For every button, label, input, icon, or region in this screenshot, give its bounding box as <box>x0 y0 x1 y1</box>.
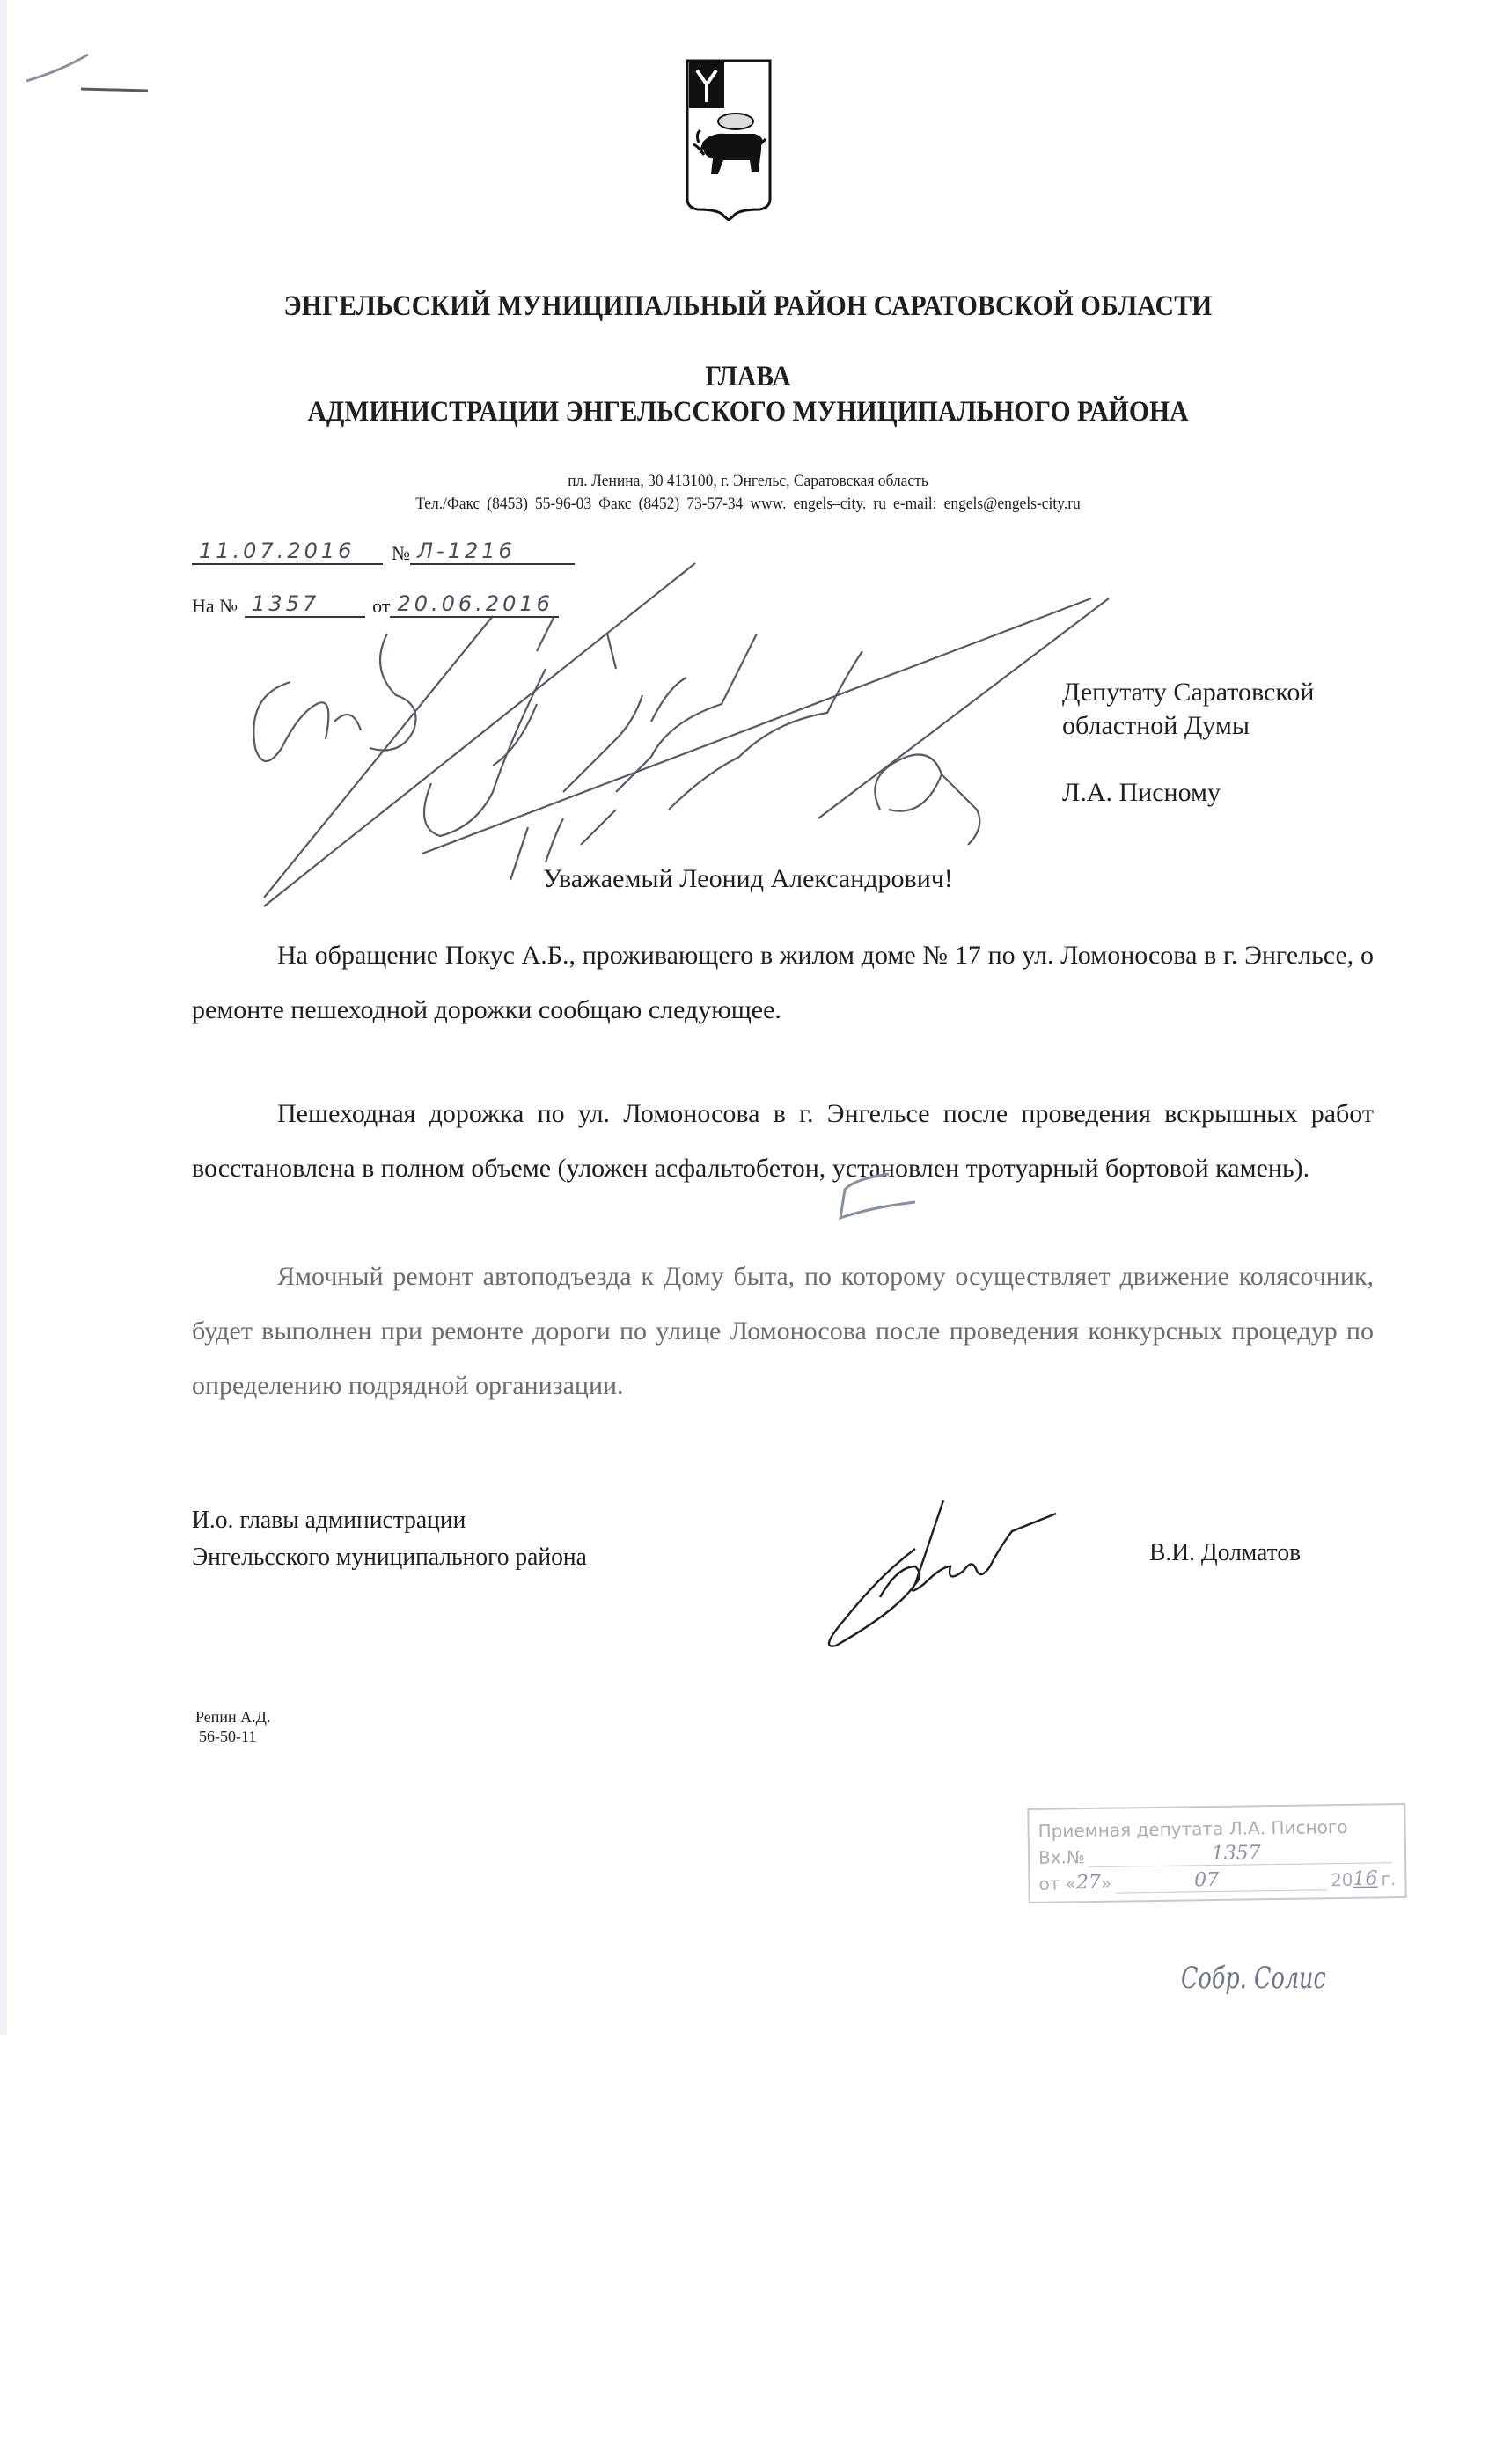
handwritten-note: Собр. Солис <box>1181 1961 1326 1996</box>
district-heading: ЭНГЕЛЬССКИЙ МУНИЦИПАЛЬНЫЙ РАЙОН САРАТОВСКОЙ ОБЛАСТИ <box>283 290 1213 322</box>
stamp-month: 07 <box>1193 1868 1220 1892</box>
reply-to-label: На № <box>192 595 238 617</box>
stamp-title: Приемная депутата Л.А. Писного <box>1038 1815 1348 1842</box>
incoming-registration-stamp <box>1027 1803 1406 1903</box>
addressee-line2: областной Думы <box>1062 711 1250 740</box>
outgoing-registration <box>192 539 575 565</box>
scan-edge <box>0 0 7 2035</box>
stamp-year-unit: г. <box>1381 1868 1397 1890</box>
stamp-date-prefix: от « <box>1038 1873 1077 1895</box>
title-glava: ГЛАВА <box>705 361 791 392</box>
position-line2: Энгельсского муниципального района <box>192 1543 587 1571</box>
contacts-line: Тел./Факс (8453) 55-96-03 Факс (8452) 73-57-34 www. engels–city. ru e-mail: engels@engels-city.ru <box>415 495 1081 513</box>
addressee-block <box>1062 676 1314 810</box>
engels-coat-of-arms-icon <box>685 58 773 221</box>
paragraph-footpath <box>192 1087 1374 1196</box>
number-label: № <box>392 542 410 564</box>
outgoing-number: Л-1216 <box>410 539 575 565</box>
stamp-in-number-label: Вх.№ <box>1038 1846 1085 1868</box>
executor-block <box>195 1707 270 1746</box>
reply-registration <box>192 591 559 618</box>
address-line: пл. Ленина, 30 413100, г. Энгельс, Саратовская область <box>568 472 928 490</box>
addressee-name: Л.А. Писному <box>1062 778 1221 807</box>
paragraph-text: Пешеходная дорожка по ул. Ломоносова в г. Энгельсе после проведения вскрышных работ восстановлена в полном объеме (уложен асфальтобетон, установлен тротуарный бортовой камень). <box>192 1099 1374 1183</box>
stamp-day: 27 <box>1075 1871 1102 1895</box>
signer-name: В.И. Долматов <box>1149 1538 1302 1566</box>
outgoing-date: 11.07.2016 <box>192 539 383 565</box>
reply-to-date: 20.06.2016 <box>390 591 559 618</box>
reply-to-number: 1357 <box>245 591 365 618</box>
signer-position <box>192 1501 587 1575</box>
paragraph-request <box>192 928 1374 1038</box>
from-label: от <box>372 595 391 617</box>
paragraph-text: На обращение Покус А.Б., проживающего в жилом доме № 17 по ул. Ломоносова в г. Энгельсе, о ремонте пешеходной дорожки сообщаю следующее. <box>192 941 1374 1024</box>
paragraph-pothole-repair <box>192 1250 1374 1413</box>
executor-phone: 56-50-11 <box>199 1727 257 1745</box>
stamp-date-row <box>1038 1863 1396 1895</box>
salutation: Уважаемый Леонид Александрович! <box>543 864 953 893</box>
title-administration: АДМИНИСТРАЦИИ ЭНГЕЛЬССКОГО МУНИЦИПАЛЬНОГО РАЙОНА <box>307 396 1189 428</box>
stamp-in-number: 1357 <box>1211 1842 1261 1866</box>
stamp-in-number-row <box>1038 1837 1396 1868</box>
paragraph-text: Ямочный ремонт автоподъезда к Дому быта, по которому осуществляет движение колясочник, будет выполнен при ремонте дороги по улице Ломоносова после проведения конкурсных процедур по определению подрядной организации. <box>192 1262 1374 1400</box>
position-line1: И.о. главы администрации <box>192 1506 466 1534</box>
stamp-year-prefix: 20 <box>1330 1868 1353 1891</box>
stamp-date-mid: » <box>1100 1872 1112 1894</box>
stamp-year-suffix: 16 <box>1353 1867 1378 1890</box>
addressee-line1: Депутату Саратовской <box>1062 678 1315 707</box>
executor-name: Репин А.Д. <box>195 1708 271 1726</box>
